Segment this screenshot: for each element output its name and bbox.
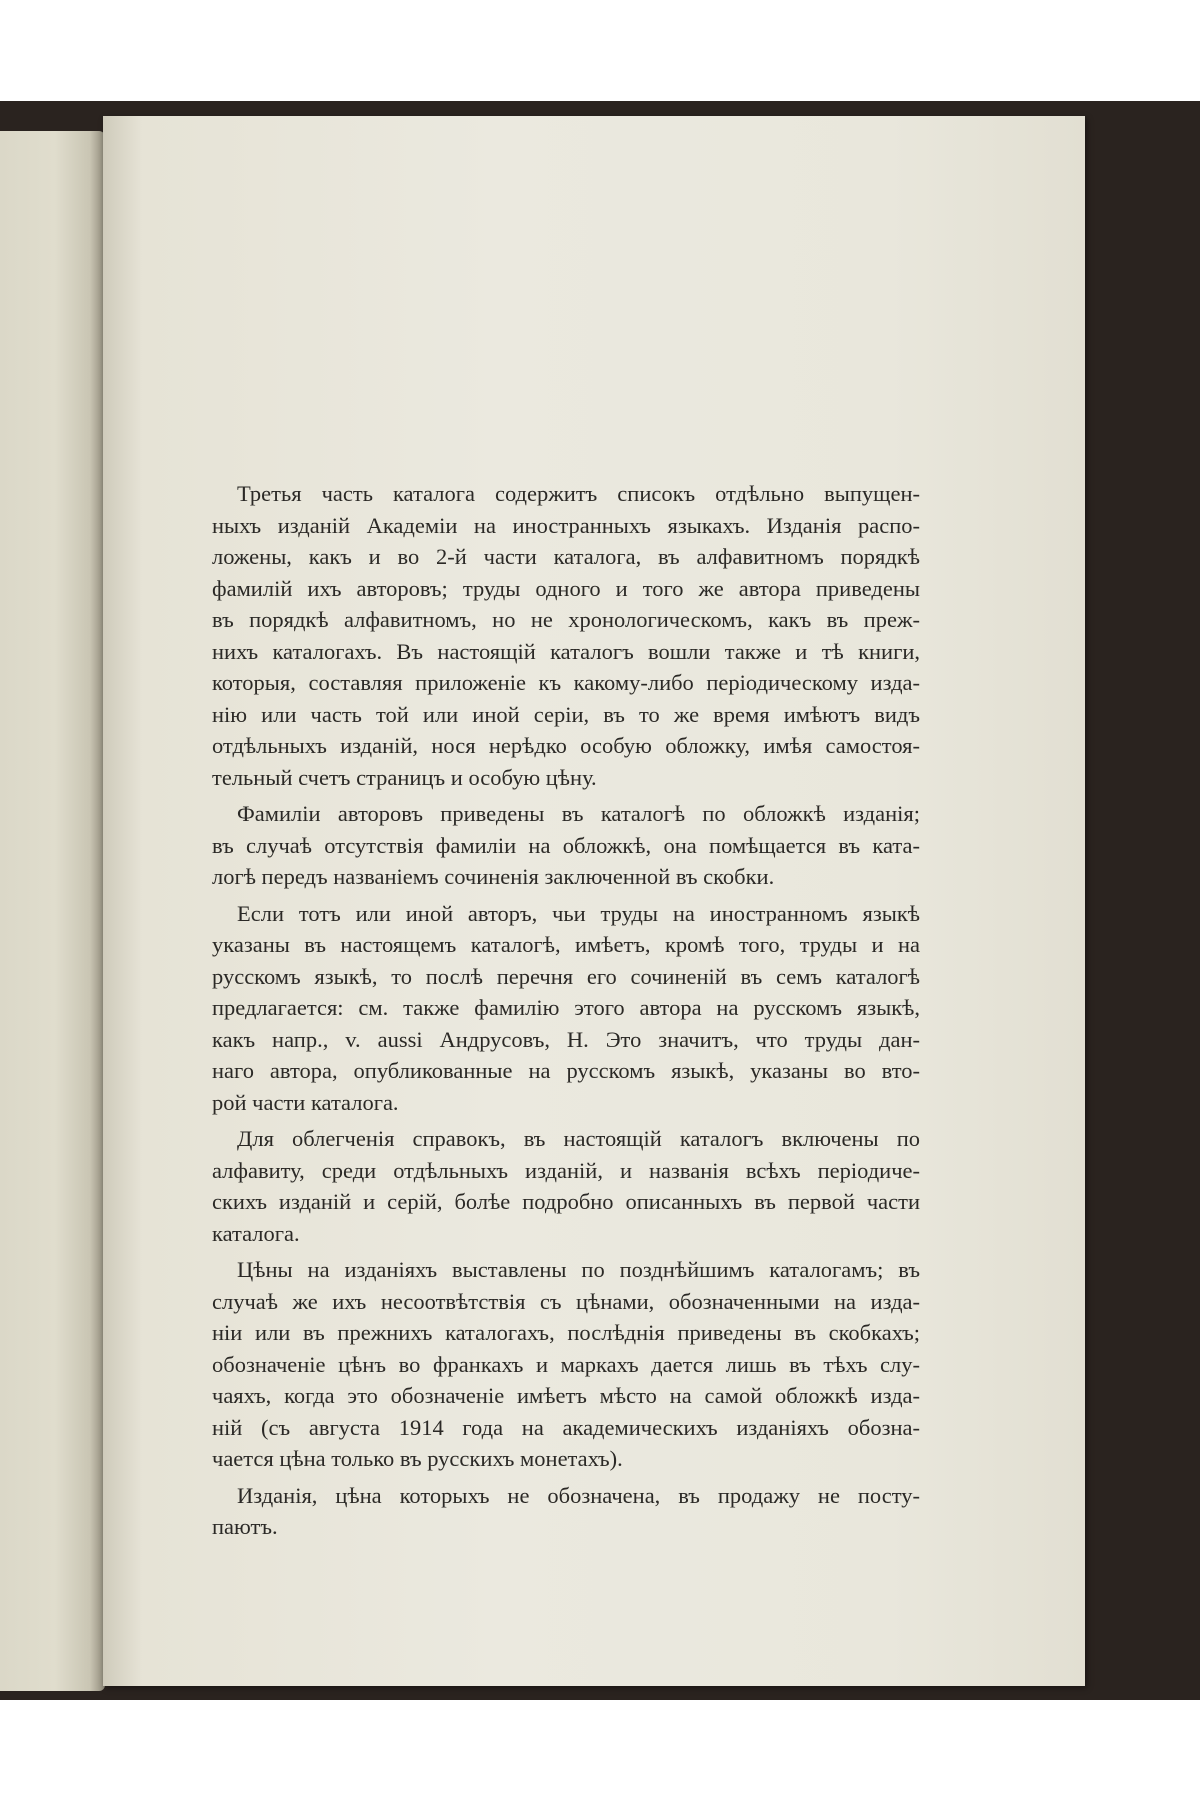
text-line: чается цѣна только въ русскихъ монетахъ).: [212, 1446, 623, 1471]
paragraph: [212, 1480, 920, 1543]
paragraph: [212, 1254, 920, 1475]
text-line: ній (съ августа 1914 года на академическихъ изданіяхъ обозна-: [212, 1414, 920, 1440]
text-line: Цѣны на изданіяхъ выставлены по позднѣйшимъ каталогамъ; въ: [237, 1257, 920, 1282]
text-line: ныхъ изданій Академіи на иностранныхъ языкахъ. Изданія распо-: [212, 512, 920, 538]
text-line: какъ напр., v. aussi Андрусовъ, Н. Это значитъ, что труды дан-: [212, 1026, 920, 1052]
text-line: которыя, составляя приложеніе къ какому-либо періодическому изда-: [212, 670, 920, 695]
text-line: Изданія, цѣна которыхъ не обозначена, въ продажу не посту-: [237, 1482, 920, 1508]
text-line: русскомъ языкѣ, то послѣ перечня его сочиненій въ семъ каталогѣ: [212, 963, 920, 989]
text-line: предлагается: см. также фамилію этого автора на русскомъ языкѣ,: [212, 995, 920, 1020]
text-line: рой части каталога.: [212, 1089, 399, 1115]
paragraph: [212, 798, 920, 893]
paragraph: [212, 898, 920, 1119]
text-line: нію или часть той или иной серіи, въ то же время имѣютъ видъ: [212, 701, 920, 727]
text-line: нихъ каталогахъ. Въ настоящій каталогъ вошли также и тѣ книги,: [212, 638, 920, 664]
text-line: Если тотъ или иной авторъ, чьи труды на иностранномъ языкѣ: [237, 900, 920, 926]
text-line: логѣ передъ названіемъ сочиненія заключенной въ скобки.: [212, 864, 775, 889]
left-page: [0, 131, 105, 1691]
text-line: паютъ.: [212, 1514, 278, 1539]
text-line: указаны въ настоящемъ каталогѣ, имѣетъ, кромѣ того, труды и на: [212, 932, 920, 957]
text-line: Фамиліи авторовъ приведены въ каталогѣ по обложкѣ изданія;: [237, 801, 920, 826]
text-line: ніи или въ прежнихъ каталогахъ, послѣднія приведены въ скобкахъ;: [212, 1320, 920, 1345]
text-line: обозначеніе цѣнъ во франкахъ и маркахъ дается лишь въ тѣхъ слу-: [212, 1351, 920, 1377]
text-line: Третья часть каталога содержитъ списокъ отдѣльно выпущен-: [237, 481, 920, 506]
text-line: Для облегченія справокъ, въ настоящій каталогъ включены по: [237, 1126, 920, 1151]
text-line: въ случаѣ отсутствія фамиліи на обложкѣ, она помѣщается въ ката-: [212, 832, 920, 858]
text-line: отдѣльныхъ изданій, нося нерѣдко особую обложку, имѣя самостоя-: [212, 733, 920, 758]
text-line: чаяхъ, когда это обозначеніе имѣетъ мѣсто на самой обложкѣ изда-: [212, 1383, 920, 1408]
text-line: каталога.: [212, 1220, 300, 1246]
page-text: [212, 478, 920, 1548]
text-line: наго автора, опубликованные на русскомъ языкѣ, указаны во вто-: [212, 1058, 920, 1083]
text-line: фамилій ихъ авторовъ; труды одного и того же автора приведены: [212, 575, 920, 601]
text-line: случаѣ же ихъ несоотвѣтствія съ цѣнами, обозначенными на изда-: [212, 1288, 920, 1314]
text-line: тельный счетъ страницъ и особую цѣну.: [212, 764, 597, 790]
text-line: скихъ изданій и серій, болѣе подробно описанныхъ въ первой части: [212, 1189, 920, 1214]
text-line: въ порядкѣ алфавитномъ, но не хронологическомъ, какъ въ преж-: [212, 607, 920, 632]
paragraph: [212, 478, 920, 793]
text-line: ложены, какъ и во 2-й части каталога, въ алфавитномъ порядкѣ: [212, 544, 920, 569]
text-line: алфавиту, среди отдѣльныхъ изданій, и названія всѣхъ періодиче-: [212, 1157, 920, 1183]
paragraph: [212, 1123, 920, 1249]
